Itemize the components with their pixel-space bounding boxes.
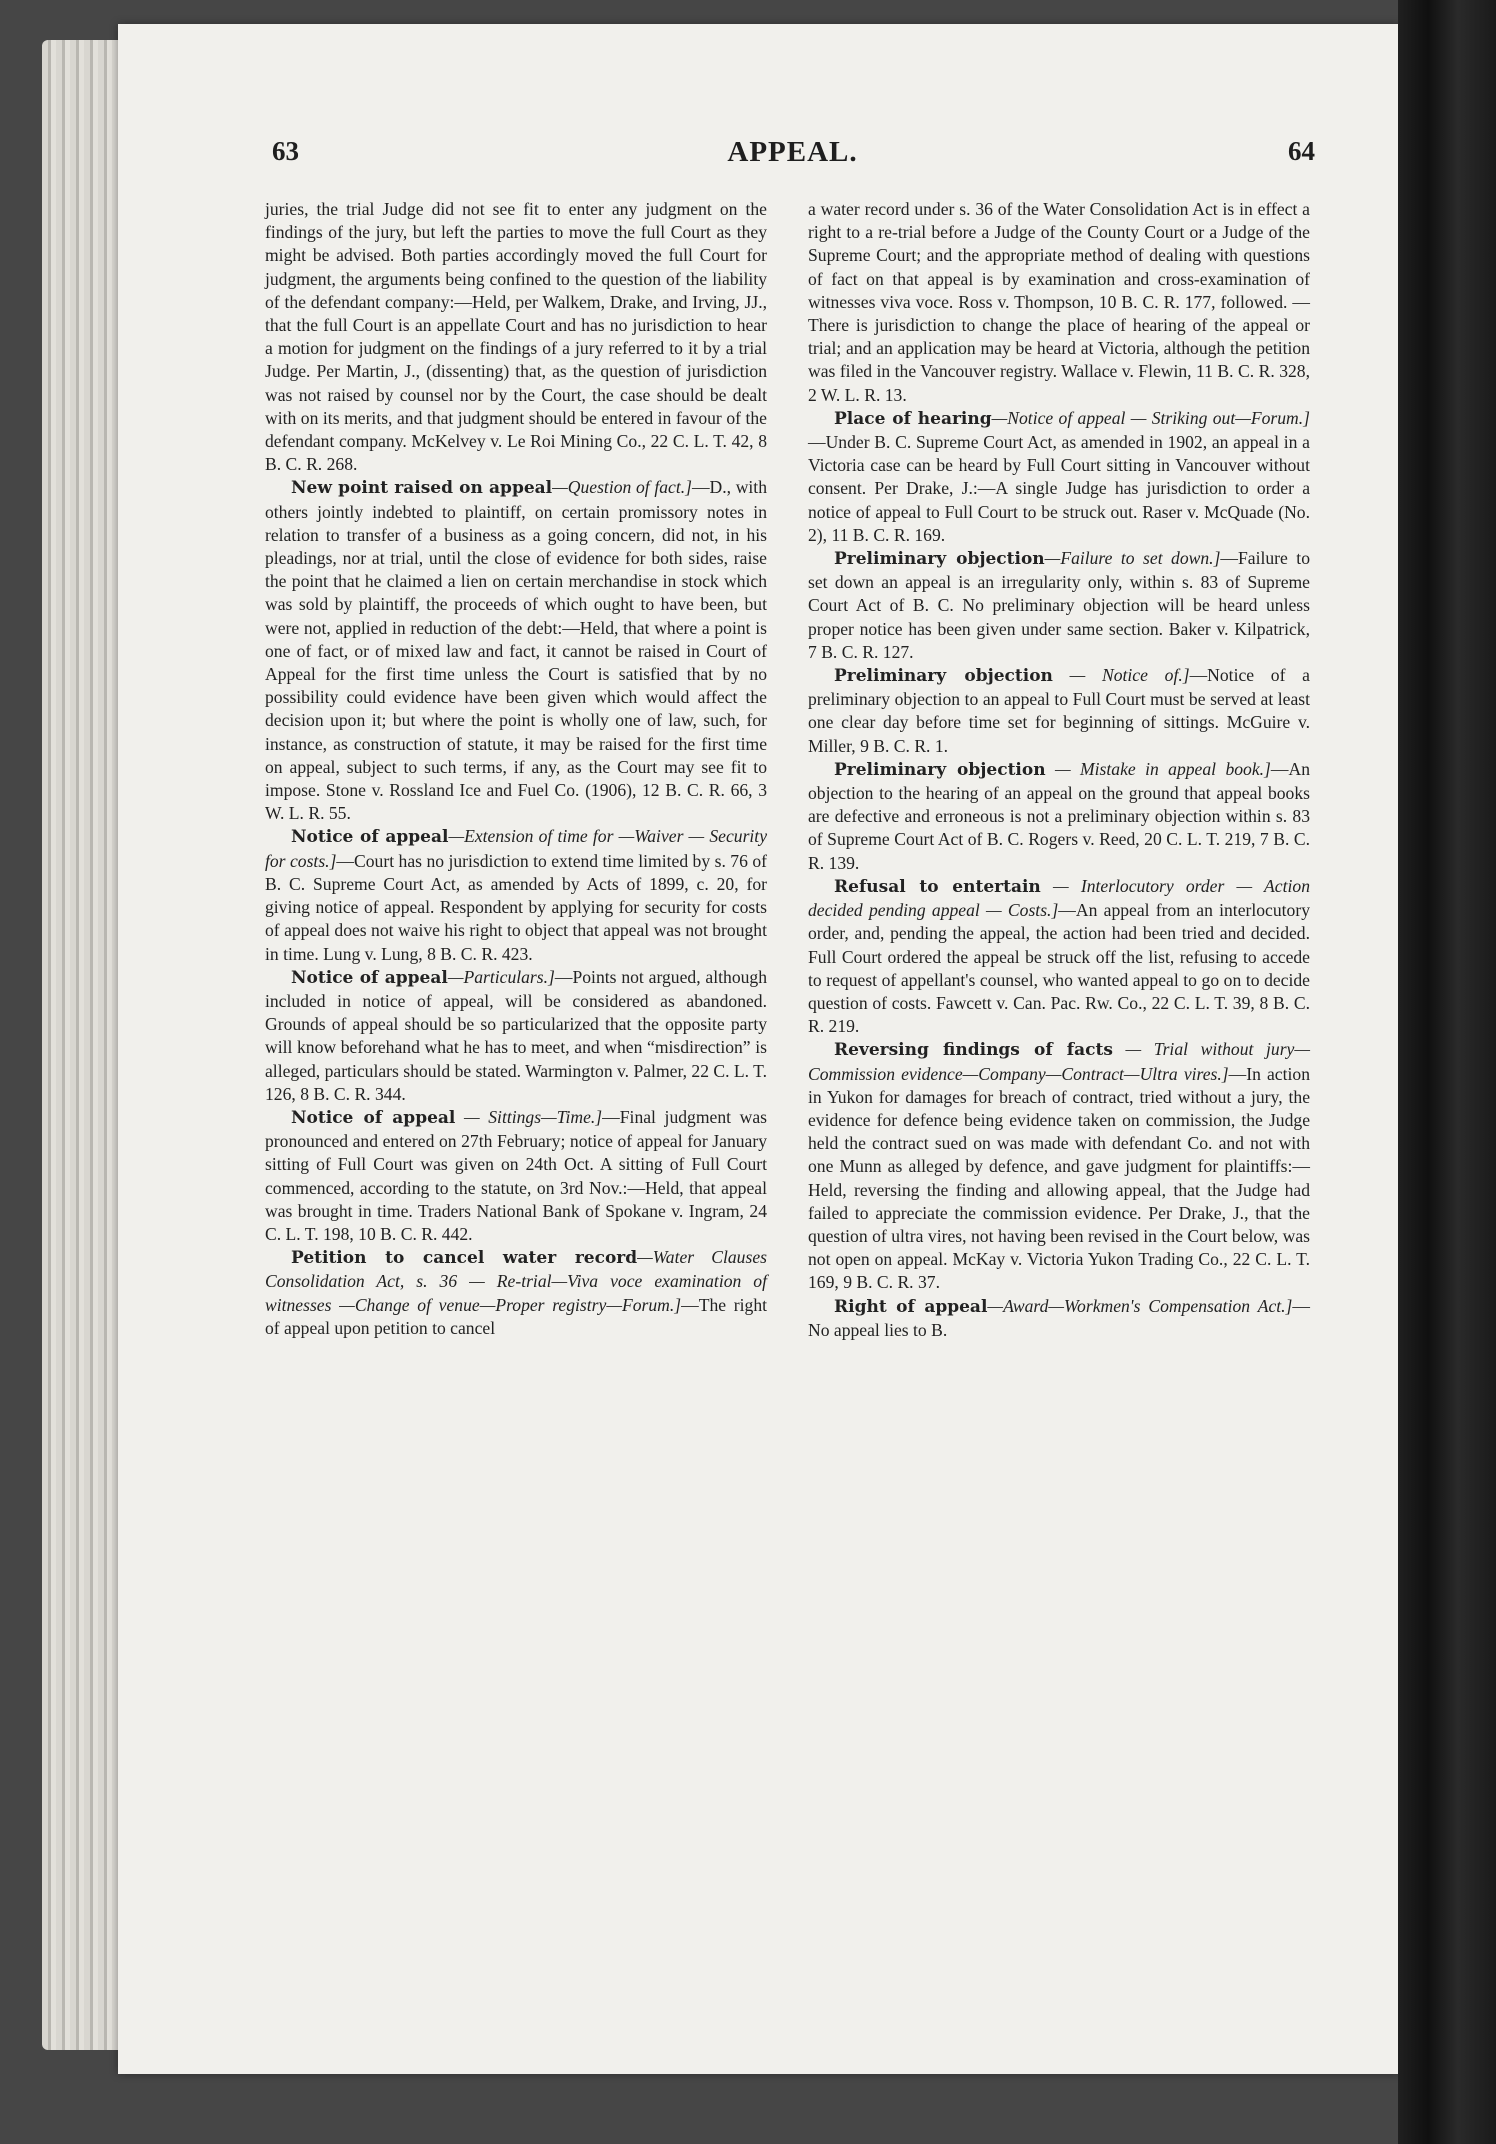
entry-body: —Under B. C. Supreme Court Act, as amended in 1902, an appeal in a Victoria case can be heard by Full Court sitting in Vancouver without consent. Per Drake, J.:—A single Judge has jurisdiction to order a notice of appeal to Full Court to be struck out. Raser v. McQuade (No. 2), 11 B. C. R. 169. [808,432,1310,545]
book-binding [1398,0,1496,2144]
entry-body: juries, the trial Judge did not see fit to enter any judgment on the findings of the jury, but left the parties to move the full Court as they might be advised. Both parties accordingly moved the full Court for judgment, the arguments being confined to the question of the liability of the defendant company:—Held, per Walkem, Drake, and Irving, JJ., that the full Court is an appellate Court and has no jurisdiction to hear a motion for judgment on the findings of a jury referred to it by a trial Judge. Per Martin, J., (dissenting) that, as the question of jurisdiction was not raised by counsel nor by the Court, the case should be dealt with on its merits, and that judgment should be entered in favour of the defendant company. McKelvey v. Le Roi Mining Co., 22 C. L. T. 42, 8 B. C. R. 268. [265,199,767,475]
entry-subheading: —Notice of appeal — Striking out—Forum.] [991,407,1311,428]
entry-body: —In action in Yukon for damages for breach of contract, tried without a jury, the evidence for defence being evidence taken on commission, the Judge held the contract sued on was made with defendant Co. and not with one Munn as alleged by defence, and gave judgment for plaintiffs:—Held, reversing the finding and allowing appeal, that the Judge had failed to appreciate the commission evidence. Per Drake, J., that the question of ultra vires, not having been revised in the Court below, was not open on appeal. McKay v. Victoria Yukon Trading Co., 22 C. L. T. 169, 9 B. C. R. 37. [808,1063,1310,1293]
entry-subheading: — Sittings—Time.] [455,1106,603,1127]
entry-subheading: — Notice of.] [1052,665,1190,686]
digest-entry [808,1038,1310,1294]
digest-entry [808,407,1310,547]
entry-body: —An appeal from an interlocutory order, and, pending the appeal, the action had been tried and decided. Full Court ordered the appeal be struck off the list, refusing to accede to request of appellant's counsel, who wanted appeal to go on to decide question of costs. Fawcett v. Can. Pac. Rw. Co., 22 C. L. T. 39, 8 B. C. R. 219. [808,900,1310,1037]
entry-body: —Final judgment was pronounced and entered on 27th February; notice of appeal for January sitting of Full Court was given on 24th Oct. A sitting of Full Court commenced, according to the statute, on 3rd Nov.:—Held, that appeal was brought in time. Traders National Bank of Spokane v. Ingram, 24 C. L. T. 198, 10 B. C. R. 442. [265,1106,767,1244]
digest-entry [265,198,767,476]
entry-heading: Preliminary objection [834,549,1045,570]
entry-body: —An objection to the hearing of an appeal on the ground that appeal books are defective and erroneous is not a preliminary objection within s. 83 of Supreme Court Act of B. C. Rogers v. Reed, 20 C. L. T. 219, 7 B. C. R. 139. [808,758,1310,873]
digest-entry [808,875,1310,1038]
digest-entry [808,758,1310,875]
digest-entry [265,476,767,825]
left-column [265,198,767,1340]
right-column [808,198,1310,1342]
entry-subheading: —Extension of time for —Waiver — Security for costs.] [265,826,768,871]
digest-entry [808,547,1310,664]
entry-heading: Notice of appeal [291,967,448,988]
entry-subheading: — Trial without jury—Commission evidence—Company—Contract—Ultra vires.] [808,1039,1310,1084]
digest-entry [808,1295,1310,1342]
entry-subheading: —Question of fact.] [552,477,692,498]
entry-heading: Petition to cancel water record [291,1248,638,1269]
entry-subheading: — Interlocutory order — Action decided pending appeal — Costs.] [808,875,1310,921]
entry-subheading: —Failure to set down.] [1044,548,1221,569]
page-header [270,136,1315,176]
entry-body: —D., with others jointly indebted to plaintiff, on certain promissory notes in relation to transfer of a business as a going concern, did not, in his pleadings, nor at trial, until the close of evidence for both sides, raise the point that he claimed a lien on certain merchandise in stock which was sold by plaintiff, the proceeds of which ought to have been, but were not, applied in reduction of the debt:—Held, that where a point is one of fact, or of mixed law and fact, it cannot be raised in Court of Appeal for the first time unless the Court is satisfied that by no possibility could evidence have been given which would affect the decision upon it; but where the point is wholly one of law, such, for instance, as construction of statute, it may be raised for the first time on appeal, subject to such terms, if any, as the Court may see fit to impose. Stone v. Rossland Ice and Fuel Co. (1906), 12 B. C. R. 66, 3 W. L. R. 55. [265,477,767,824]
entry-body: —Court has no jurisdiction to extend time limited by s. 76 of B. C. Supreme Court Act, as amended by Acts of 1899, c. 20, for giving notice of appeal. Respondent by applying for security for costs of appeal does not waive his right to object that appeal was not brought in time. Lung v. Lung, 8 B. C. R. 423. [265,850,767,964]
digest-entry [265,966,767,1106]
entry-body: —Failure to set down an appeal is an irregularity only, within s. 83 of Supreme Court Act of B. C. No preliminary objection will be heard unless proper notice has been given under same section. Baker v. Kilpatrick, 7 B. C. R. 127. [808,548,1310,662]
digest-entry [265,825,767,965]
entry-body: —The right of appeal upon petition to cancel [265,1294,767,1338]
entry-heading: Preliminary objection [834,759,1046,780]
entry-heading: Reversing findings of facts [834,1040,1113,1061]
digest-entry [808,664,1310,758]
entry-body: —Points not argued, although included in notice of appeal, will be considered as abandoned. Grounds of appeal should be so particularized that the opposite party will know beforehand what he has to meet, and when “misdirection” is alleged, particulars should be stated. Warmington v. Palmer, 22 C. L. T. 126, 8 B. C. R. 344. [265,966,768,1104]
entry-subheading: — Mistake in appeal book.] [1045,758,1271,779]
entry-heading: Notice of appeal [291,1107,456,1128]
running-head: APPEAL. [727,136,858,168]
entry-subheading: —Particulars.] [447,966,555,987]
entry-heading: New point raised on appeal [291,478,553,499]
entry-body: —Notice of a preliminary objection to an appeal to Full Court must be served at least one clear day before time set for beginning of sittings. McGuire v. Miller, 9 B. C. R. 1. [808,665,1310,756]
entry-subheading: —Award—Workmen's Compensation Act.] [987,1295,1293,1316]
entry-heading: Place of hearing [834,408,992,429]
entry-heading: Notice of appeal [291,827,449,848]
digest-entry [265,1106,767,1246]
digest-entry [808,198,1310,407]
entry-heading: Right of appeal [834,1296,988,1317]
digest-entry [265,1246,767,1340]
entry-heading: Refusal to entertain [834,876,1041,897]
entry-body: a water record under s. 36 of the Water Consolidation Act is in effect a right to a re-trial before a Judge of the County Court or a Judge of the Supreme Court; and the appropriate method of dealing with questions of fact on that appeal is by examination and cross-examination of witnesses viva voce. Ross v. Thompson, 10 B. C. R. 177, followed. —There is jurisdiction to change the place of hearing of the appeal or trial; and an application may be heard at Victoria, although the petition was filed in the Vancouver registry. Wallace v. Flewin, 11 B. C. R. 328, 2 W. L. R. 13. [808,199,1310,405]
entry-body: —No appeal lies to B. [808,1295,1310,1340]
left-page-number: 63 [272,136,299,166]
entry-heading: Preliminary objection [834,666,1053,687]
right-page-number: 64 [1288,136,1315,166]
entry-subheading: —Water Clauses Consolidation Act, s. 36 — Re-trial—Viva voce examination of witnesses —Change of venue—Proper registry—Forum.] [265,1247,767,1315]
